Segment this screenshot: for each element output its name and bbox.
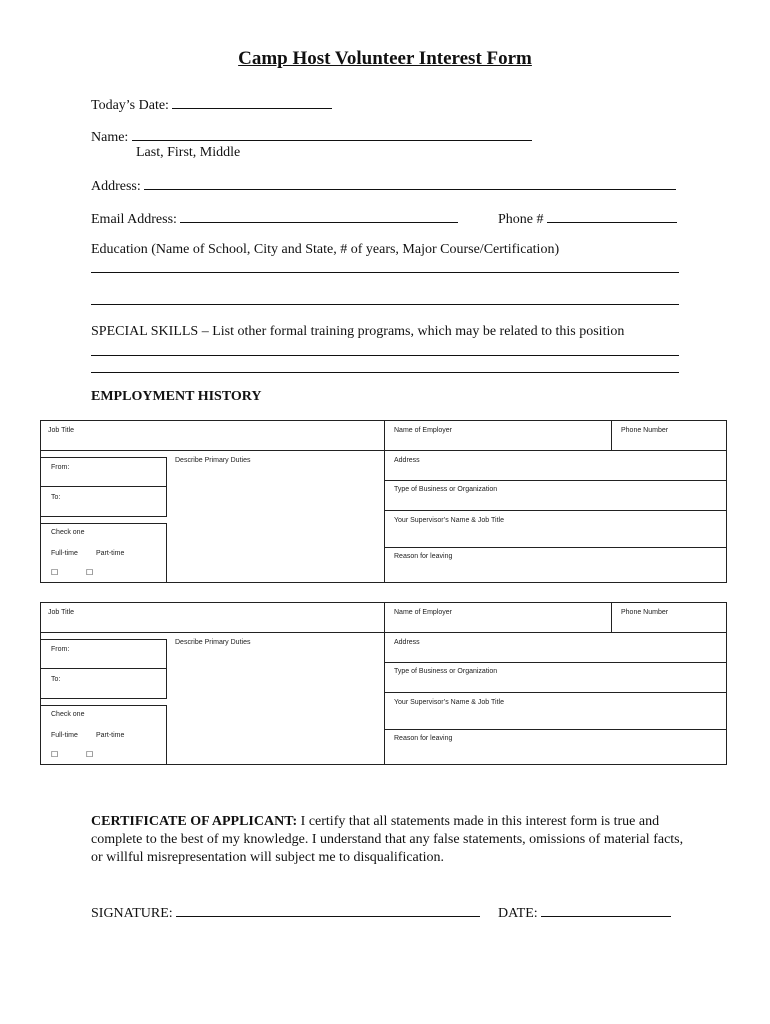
business-type-cell[interactable] xyxy=(385,481,726,511)
supervisor-cell[interactable] xyxy=(385,693,726,730)
email-field[interactable] xyxy=(180,210,458,223)
duties-label: Describe Primary Duties xyxy=(175,639,251,646)
job-title-cell[interactable] xyxy=(41,421,385,451)
special-skills-line-1[interactable] xyxy=(91,355,679,356)
from-cell[interactable] xyxy=(41,639,167,669)
special-skills-line-2[interactable] xyxy=(91,372,679,373)
to-cell[interactable] xyxy=(41,669,167,699)
business-type-cell[interactable] xyxy=(385,663,726,693)
employment-type-cell xyxy=(41,705,167,765)
employer-phone-cell[interactable] xyxy=(612,603,726,633)
duties-cell[interactable] xyxy=(167,451,385,583)
todays-date-row xyxy=(91,96,332,114)
business-type-label: Type of Business or Organization xyxy=(394,486,498,493)
phone-label: Phone # xyxy=(498,212,544,227)
employer-phone-label: Phone Number xyxy=(621,427,669,434)
full-time-label: Full-time xyxy=(51,550,78,557)
employment-block-1 xyxy=(40,420,727,583)
full-time-label: Full-time xyxy=(51,732,78,739)
employer-name-label: Name of Employer xyxy=(394,609,452,616)
job-title-label: Job Title xyxy=(48,427,75,434)
employer-name-cell[interactable] xyxy=(385,603,612,633)
reason-label: Reason for leaving xyxy=(394,735,453,742)
name-field[interactable] xyxy=(132,128,532,141)
duties-label: Describe Primary Duties xyxy=(175,457,251,464)
supervisor-cell[interactable] xyxy=(385,511,726,548)
part-time-label: Part-time xyxy=(96,550,125,557)
certificate-text: I certify that all statements made in this interest form is true and complete to the best of my knowledge. I understand that any false statements, omissions of material facts, or willful misrepresentation will subject me to disqualification. xyxy=(91,814,684,865)
reason-label: Reason for leaving xyxy=(394,553,453,560)
signature-date-row xyxy=(498,904,671,922)
signature-field[interactable] xyxy=(176,904,480,917)
address-row xyxy=(91,177,676,195)
employer-address-cell[interactable] xyxy=(385,633,726,663)
reason-cell[interactable] xyxy=(385,548,726,583)
todays-date-label: Today’s Date: xyxy=(91,98,169,113)
check-one-label: Check one xyxy=(51,711,85,718)
name-row xyxy=(91,128,532,146)
supervisor-label: Your Supervisor’s Name & Job Title xyxy=(394,517,504,524)
employer-phone-label: Phone Number xyxy=(621,609,669,616)
employment-type-cell xyxy=(41,523,167,583)
from-cell[interactable] xyxy=(41,457,167,487)
to-cell[interactable] xyxy=(41,487,167,517)
reason-cell[interactable] xyxy=(385,730,726,765)
employer-phone-cell[interactable] xyxy=(612,421,726,451)
email-row xyxy=(91,210,458,228)
part-time-label: Part-time xyxy=(96,732,125,739)
signature-date-label: DATE: xyxy=(498,906,538,921)
full-time-checkbox[interactable]: ☐ xyxy=(51,750,59,759)
todays-date-field[interactable] xyxy=(172,96,332,109)
name-hint: Last, First, Middle xyxy=(136,145,241,160)
employer-address-label: Address xyxy=(394,457,420,464)
job-title-cell[interactable] xyxy=(41,603,385,633)
education-line-2[interactable] xyxy=(91,304,679,305)
page-title: Camp Host Volunteer Interest Form xyxy=(238,48,532,69)
to-label: To: xyxy=(51,494,61,501)
certificate-paragraph xyxy=(91,813,691,867)
to-label: To: xyxy=(51,676,61,683)
special-skills-label: SPECIAL SKILLS – List other formal training programs, which may be related to this position xyxy=(91,324,625,339)
education-line-1[interactable] xyxy=(91,272,679,273)
part-time-checkbox[interactable]: ☐ xyxy=(86,568,94,577)
certificate-heading: CERTIFICATE OF APPLICANT: xyxy=(91,814,298,829)
employer-name-cell[interactable] xyxy=(385,421,612,451)
job-title-label: Job Title xyxy=(48,609,75,616)
email-label: Email Address: xyxy=(91,212,177,227)
address-label: Address: xyxy=(91,179,141,194)
supervisor-label: Your Supervisor’s Name & Job Title xyxy=(394,699,504,706)
business-type-label: Type of Business or Organization xyxy=(394,668,498,675)
signature-label: SIGNATURE: xyxy=(91,906,173,921)
from-label: From: xyxy=(51,646,70,653)
part-time-checkbox[interactable]: ☐ xyxy=(86,750,94,759)
employer-address-cell[interactable] xyxy=(385,451,726,481)
employment-history-heading: EMPLOYMENT HISTORY xyxy=(91,389,262,404)
education-label: Education (Name of School, City and State, # of years, Major Course/Certification) xyxy=(91,242,560,257)
from-label: From: xyxy=(51,464,70,471)
check-one-label: Check one xyxy=(51,529,85,536)
phone-row xyxy=(498,210,677,228)
address-field[interactable] xyxy=(144,177,676,190)
signature-date-field[interactable] xyxy=(541,904,671,917)
employment-block-2 xyxy=(40,602,727,765)
employer-name-label: Name of Employer xyxy=(394,427,452,434)
full-time-checkbox[interactable]: ☐ xyxy=(51,568,59,577)
phone-field[interactable] xyxy=(547,210,677,223)
duties-cell[interactable] xyxy=(167,633,385,765)
name-label: Name: xyxy=(91,130,129,145)
employer-address-label: Address xyxy=(394,639,420,646)
signature-row xyxy=(91,904,480,922)
